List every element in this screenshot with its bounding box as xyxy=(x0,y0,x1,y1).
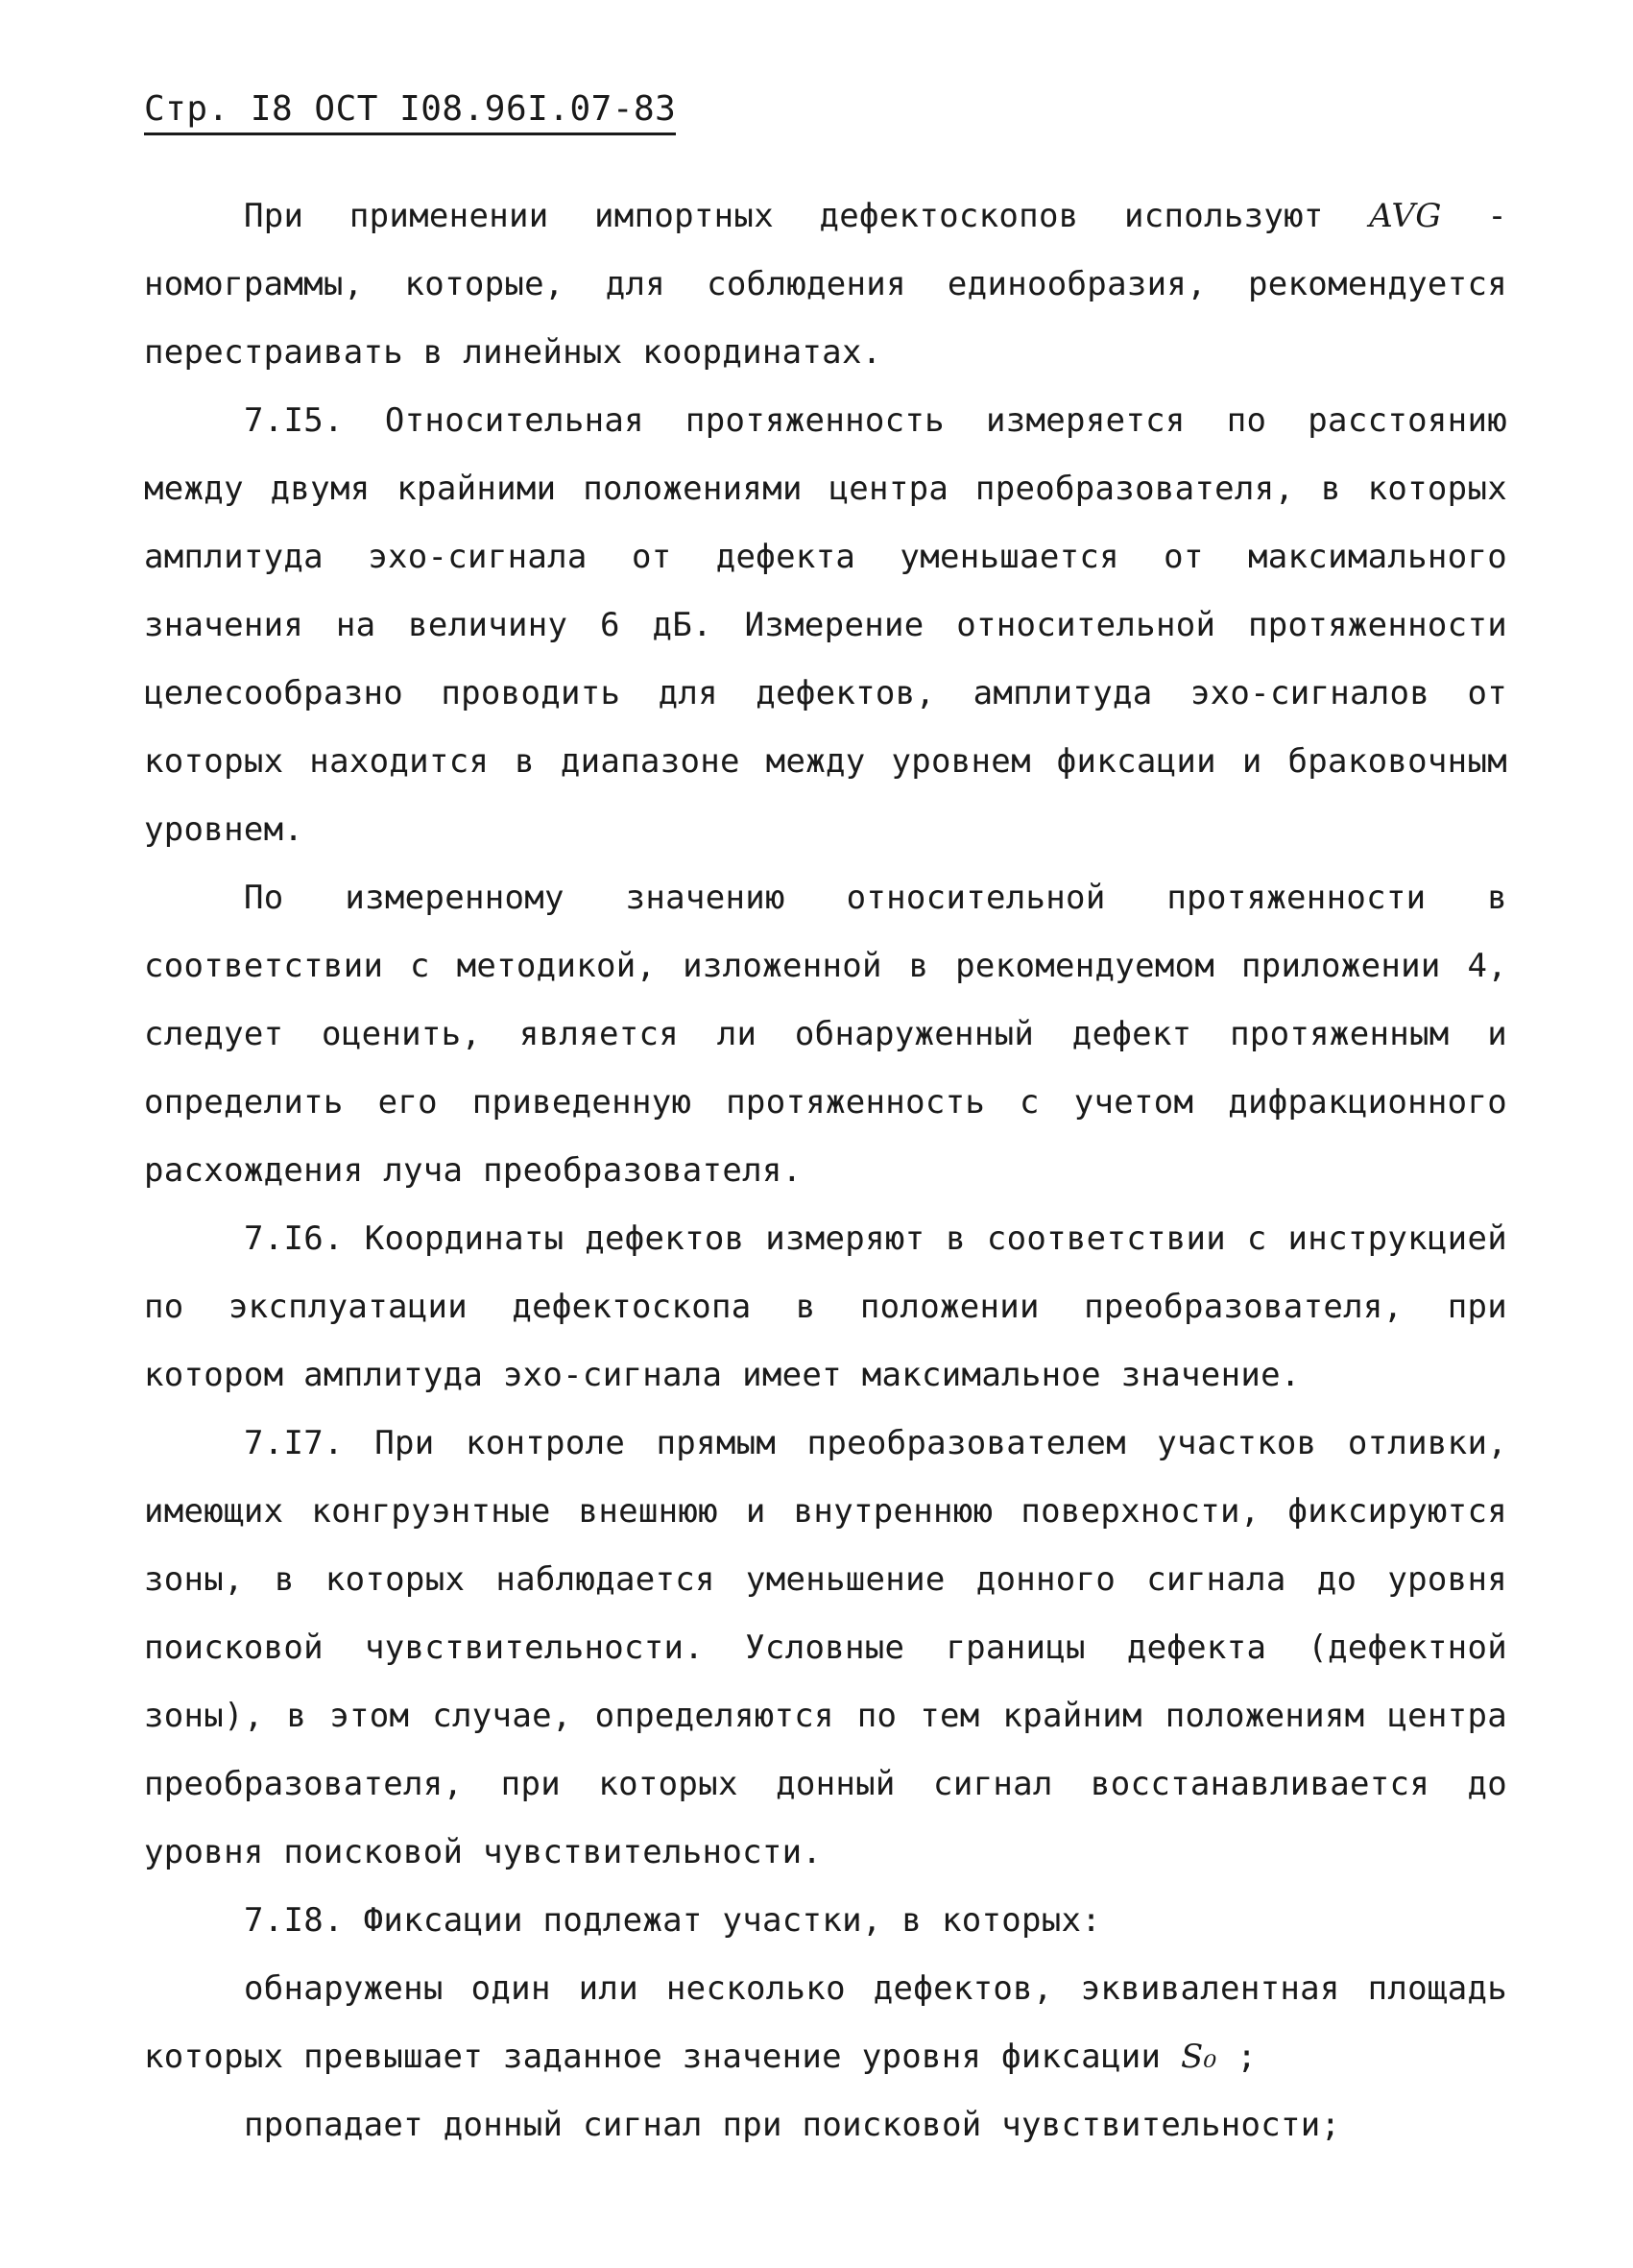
paragraph-7-18: 7.I8. Фиксации подлежат участки, в которых: xyxy=(244,1901,1102,1940)
paragraph-text: обнаружены один или несколько дефектов, эквивалентная площадь которых превышает заданное значение уровня фиксации xyxy=(144,1969,1507,2076)
paragraph-7-15: 7.I5. Относительная протяженность измеряется по расстоянию между двумя крайними положениями центра преобразователя, в которых амплитуда эхо-сигнала от дефекта уменьшается от максимального значения на величину 6 дБ. Измерение относительной протяженности целесообразно проводить для дефектов, амплитуда эхо-сигналов от которых находится в диапазоне между уровнем фиксации и браковочным уровнем. xyxy=(144,401,1507,849)
paragraph-avg-nomograms xyxy=(144,182,1507,387)
paragraph-7-16: 7.I6. Координаты дефектов измеряют в соответствии с инструкцией по эксплуатации дефектоскопа в положении преобразователя, при котором амплитуда эхо-сигнала имеет максимальное значение. xyxy=(144,1219,1507,1394)
paragraph-text: ; xyxy=(1216,2038,1258,2076)
document-body xyxy=(144,182,1507,2159)
avg-symbol: AVG xyxy=(1369,197,1442,235)
paragraph-7-17: 7.I7. При контроле прямым преобразователем участков отливки, имеющих конгруэнтные внешнюю и внутреннюю поверхности, фиксируются зоны, в которых наблюдается уменьшение донного сигнала до уровня поисковой чувствительности. Условные границы дефекта (дефектной зоны), в этом случае, определяются по тем крайним положениям центра преобразователя, при которых донный сигнал восстанавливается до уровня поисковой чувствительности. xyxy=(144,1424,1507,1871)
page-header: Стр. I8 ОСТ I08.96I.07-83 xyxy=(144,88,676,135)
list-item-bottom-signal: пропадает донный сигнал при поисковой чувствительности; xyxy=(244,2106,1341,2144)
list-item-defects xyxy=(144,1955,1507,2091)
paragraph-text: - номограммы, которые, для соблюдения единообразия, рекомендуется перестраивать в линейных координатах. xyxy=(144,197,1507,372)
s0-symbol: S₀ xyxy=(1181,2038,1217,2076)
paragraph-text: При применении импортных дефектоскопов используют xyxy=(244,197,1370,235)
paragraph-extent-evaluation: По измеренному значению относительной протяженности в соответствии с методикой, изложенной в рекомендуемом приложении 4, следует оценить, является ли обнаруженный дефект протяженным и определить его приведенную протяженность с учетом дифракционного расхождения луча преобразователя. xyxy=(144,879,1507,1190)
